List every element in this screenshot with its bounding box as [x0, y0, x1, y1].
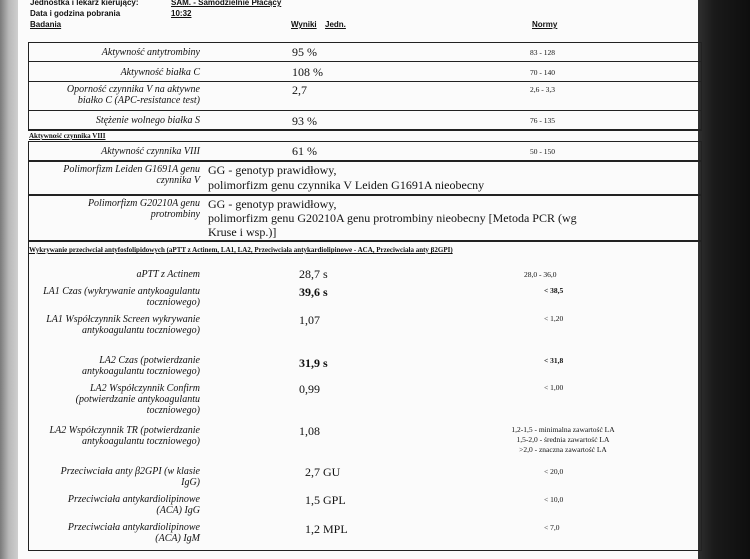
- test-norm: 1,2-1,5 - minimalna zawartość LA: [511, 425, 615, 434]
- test-norm: < 1,20: [544, 314, 564, 323]
- divider: [28, 110, 702, 111]
- col-jedn: Jedn.: [325, 20, 346, 29]
- unit-value: SAM. - Samodzielnie Płacący: [171, 0, 282, 7]
- test-value: 61 %: [292, 144, 317, 158]
- test-label: Aktywność antytrombiny: [101, 47, 200, 58]
- test-label: LA2 Współczynnik Confirm (potwierdzanie antykoagulantu toczniowego): [75, 383, 200, 416]
- section-fviii: Aktywność czynnika VIII: [29, 132, 106, 140]
- test-label: Oporność czynnika V na aktywne białko C (APC-resistance test): [66, 84, 200, 106]
- test-norm: 83 - 128: [530, 48, 555, 57]
- col-normy: Normy: [532, 20, 558, 29]
- divider: [28, 81, 702, 82]
- test-norm: < 1,00: [544, 383, 564, 392]
- test-norm: < 7,0: [544, 523, 560, 532]
- leiden-result-2: polimorfizm genu czynnika V Leiden G1691A nieobecny: [208, 178, 485, 192]
- test-label: Przeciwciała antykardiolipinowe (ACA) IgM: [67, 522, 200, 544]
- test-norm-extra: >2,0 - znaczna zawartość LA: [519, 445, 607, 454]
- leiden-result-1: GG - genotyp prawidłowy,: [208, 163, 337, 177]
- test-value: 2,7 GU: [305, 465, 341, 479]
- lab-report-page: [18, 0, 698, 559]
- unit-label: Jednostka i lekarz kierujący:: [30, 0, 139, 7]
- test-norm: < 38,5: [544, 286, 564, 295]
- test-value: 1,07: [299, 313, 320, 327]
- test-value: 95 %: [292, 45, 317, 59]
- divider: [28, 130, 702, 131]
- test-value: 31,9 s: [299, 356, 328, 370]
- test-norm: < 20,0: [544, 467, 564, 476]
- test-norm: < 10,0: [544, 495, 564, 504]
- divider: [28, 61, 702, 62]
- test-norm-extra: 1,5-2,0 - średnia zawartość LA: [516, 435, 610, 444]
- test-label: Aktywność białka C: [120, 67, 200, 78]
- test-norm: 28,0 - 36,0: [524, 270, 557, 279]
- prothrombin-result-2: polimorfizm genu G20210A genu protrombiny nieobecny [Metoda PCR (wg: [208, 211, 577, 225]
- test-norm: < 31,8: [544, 356, 564, 365]
- test-label: Polimorfizm Leiden G1691A genu czynnika V: [63, 164, 200, 186]
- test-label: Stężenie wolnego białka S: [95, 115, 200, 126]
- date-value: 10:32: [171, 9, 192, 18]
- test-label: Przeciwciała antykardiolipinowe (ACA) IgG: [67, 494, 200, 516]
- prothrombin-result-3: Kruse i wsp.)]: [208, 225, 277, 239]
- test-label: LA2 Współczynnik TR (potwierdzanie antykoagulantu toczniowego): [49, 425, 200, 447]
- test-value: 39,6 s: [299, 285, 328, 299]
- test-value: 1,2 MPL: [305, 522, 348, 536]
- test-norm: 76 - 135: [530, 116, 555, 125]
- date-label: Data i godzina pobrania: [30, 9, 121, 18]
- test-label: Przeciwciała anty β2GPI (w klasie IgG): [60, 466, 200, 488]
- col-wyniki: Wyniki: [291, 20, 317, 29]
- test-value: 2,7: [292, 83, 307, 97]
- test-label: Polimorfizm G20210A genu protrombiny: [87, 198, 200, 220]
- section-apl: Wykrywanie przeciwciał antyfosfolipidowych (aPTT z Actinem, LA1, LA2, Przeciwciała antykardiolipinowe - ACA, Przeciwciała anty β2GPI): [29, 246, 453, 254]
- test-value: 0,99: [299, 382, 320, 396]
- test-value: 28,7 s: [299, 267, 328, 281]
- test-label: LA1 Współczynnik Screen wykrywanie antykoagulantu toczniowego): [46, 314, 200, 336]
- test-norm: 2,6 - 3,3: [530, 85, 555, 94]
- test-label: Aktywność czynnika VIII: [101, 146, 200, 157]
- test-norm: 50 - 150: [530, 147, 555, 156]
- test-value: 108 %: [292, 65, 323, 79]
- test-label: LA1 Czas (wykrywanie antykoagulantu toczniowego): [43, 286, 200, 308]
- test-label: LA2 Czas (potwierdzanie antykoagulantu toczniowego): [81, 355, 200, 377]
- test-label: aPTT z Actinem: [136, 269, 200, 280]
- test-value: 93 %: [292, 114, 317, 128]
- test-norm: 70 - 140: [530, 68, 555, 77]
- test-value: 1,08: [299, 424, 320, 438]
- test-value: 1,5 GPL: [305, 493, 346, 507]
- prothrombin-result-1: GG - genotyp prawidłowy,: [208, 197, 337, 211]
- col-badania: Badania: [30, 20, 62, 29]
